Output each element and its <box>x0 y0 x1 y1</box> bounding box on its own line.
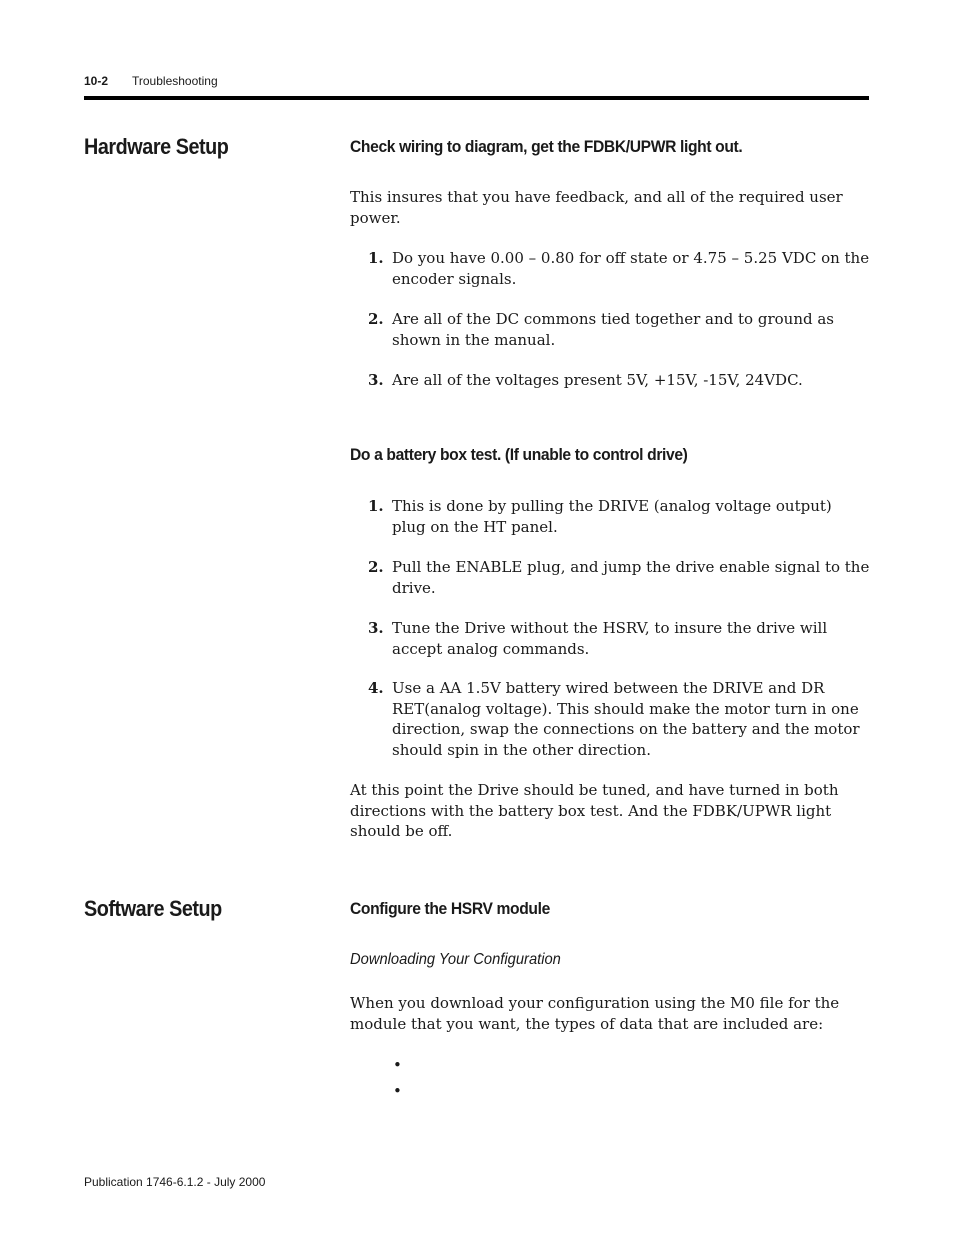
wiring-item-2-number: 2. <box>368 310 384 328</box>
wiring-item-1: Do you have 0.00 – 0.80 for off state or 4.75 – 5.25 VDC on the encoder signals. <box>392 249 870 288</box>
page-number: 10-2 <box>84 74 109 88</box>
battery-item-3-number: 3. <box>368 619 384 637</box>
battery-item-1-number: 1. <box>368 497 384 515</box>
battery-item-4: Use a AA 1.5V battery wired between the DRIVE and DR RET(analog voltage). This should make the motor turn in one direction, swap the connections on the battery and the motor should spin in the other direction. <box>392 679 860 759</box>
wiring-item-3-number: 3. <box>368 371 384 389</box>
download-config-intro: When you download your configuration using the M0 file for the module that you want, the types of data that are included are: <box>350 994 840 1033</box>
hardware-setup-title: Hardware Setup <box>84 134 229 159</box>
software-setup-title: Software Setup <box>84 896 222 921</box>
wiring-item-3: Are all of the voltages present 5V, +15V, -15V, 24VDC. <box>392 371 803 389</box>
bullet-marker-2: • <box>393 1082 402 1100</box>
battery-item-1: This is done by pulling the DRIVE (analog voltage output) plug on the HT panel. <box>392 497 832 536</box>
downloading-config-subheading: Downloading Your Configuration <box>350 951 561 968</box>
battery-item-4-number: 4. <box>368 679 384 697</box>
battery-item-2: Pull the ENABLE plug, and jump the drive enable signal to the drive. <box>392 558 870 597</box>
wiring-item-1-number: 1. <box>368 249 384 267</box>
publication-footer: Publication 1746-6.1.2 - July 2000 <box>84 1175 266 1189</box>
chapter-title: Troubleshooting <box>132 74 218 88</box>
configure-hsrv-heading: Configure the HSRV module <box>350 899 550 918</box>
battery-item-2-number: 2. <box>368 558 384 576</box>
wiring-check-heading: Check wiring to diagram, get the FDBK/UPWR light out. <box>350 137 743 156</box>
battery-test-heading: Do a battery box test. (If unable to control drive) <box>350 445 688 464</box>
wiring-item-2: Are all of the DC commons tied together and to ground as shown in the manual. <box>392 310 834 349</box>
battery-item-3: Tune the Drive without the HSRV, to insure the drive will accept analog commands. <box>392 619 828 658</box>
bullet-marker-1: • <box>393 1056 402 1074</box>
battery-test-conclusion: At this point the Drive should be tuned, and have turned in both directions with the battery box test. And the FDBK/UPWR light should be off. <box>350 781 839 840</box>
header-rule <box>84 96 869 100</box>
wiring-intro: This insures that you have feedback, and all of the required user power. <box>350 188 843 227</box>
